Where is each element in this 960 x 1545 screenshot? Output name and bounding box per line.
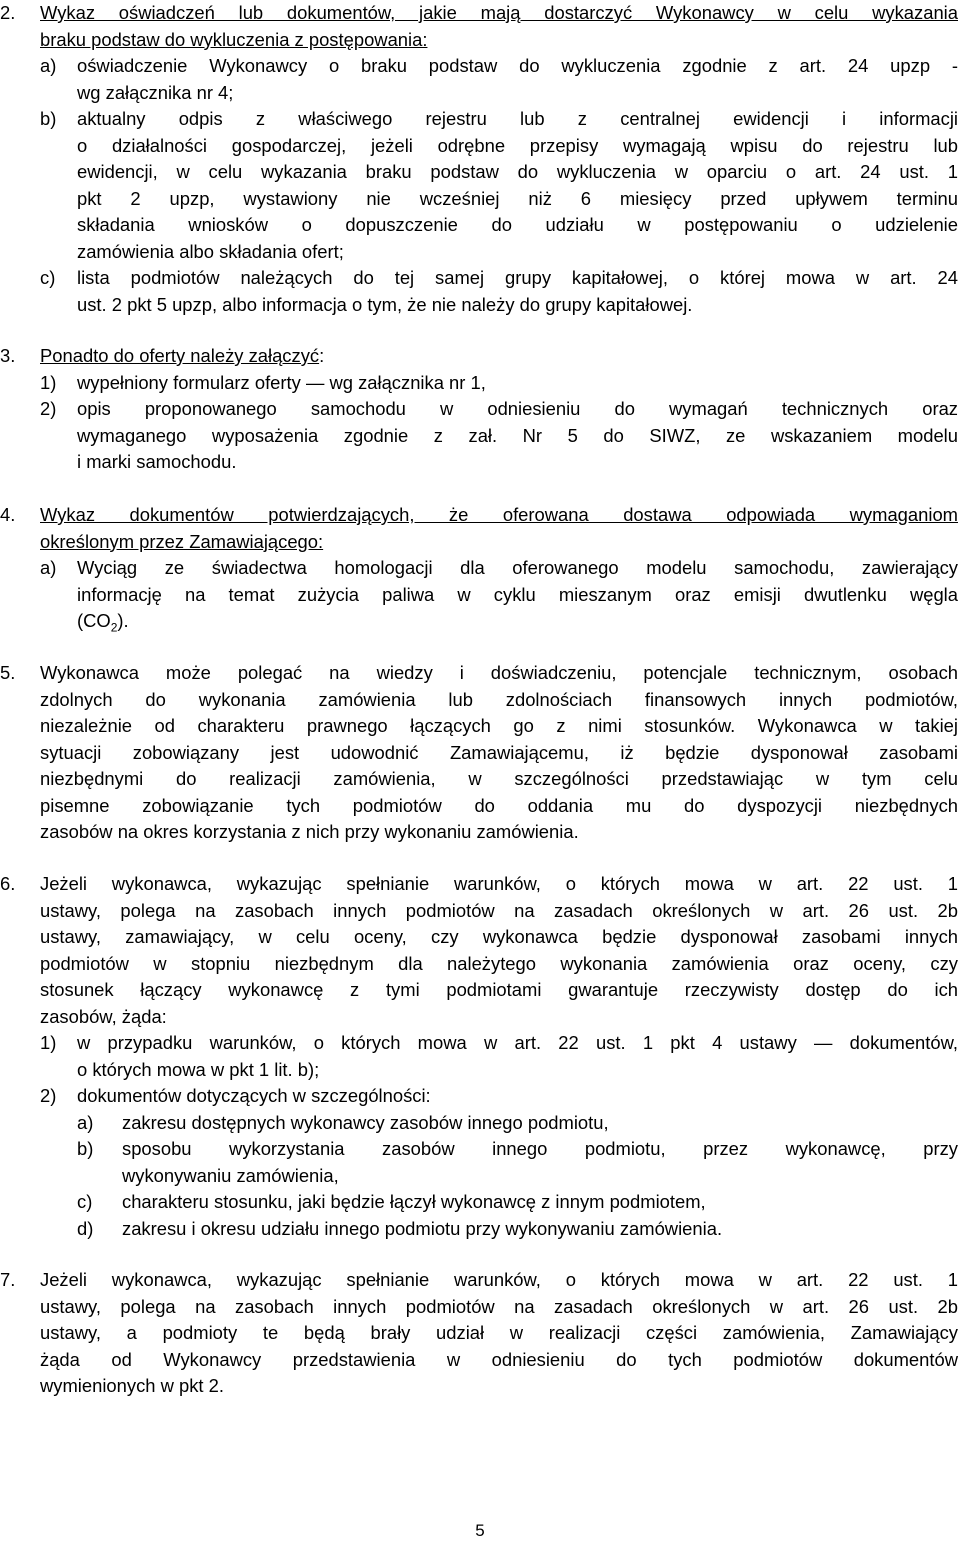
text-line: Jeżeli wykonawca, wykazując spełnianie warunków, o których mowa w art. 22 ust. 1 xyxy=(40,873,958,894)
text-line: żąda od Wykonawcy przedstawienia w odniesieniu do tych podmiotów dokumentów xyxy=(40,1348,958,1370)
list-marker: c) xyxy=(40,267,56,288)
list-item xyxy=(40,1083,958,1110)
section-number: 3. xyxy=(0,345,16,366)
list-marker: a) xyxy=(40,557,57,578)
text-line: zasobów na okres korzystania z nich przy wykonaniu zamówienia. xyxy=(40,821,579,842)
text-line: charakteru stosunku, jaki będzie łączył wykonawcę z innym podmiotem, xyxy=(122,1191,706,1212)
text-line: ustawy, polega na zasobach innych podmiotów na zasadach określonych w art. 26 ust. 2b xyxy=(40,1295,958,1317)
text-line: stosunek łączący wykonawcę z tymi podmiotami gwarantuje rzeczywisty dostęp do ich xyxy=(40,979,958,1000)
list-item xyxy=(40,53,958,106)
section-number: 4. xyxy=(0,504,16,525)
text-line: informację na temat zużycia paliwa w cyklu mieszanym oraz emisji dwutlenku węgla xyxy=(77,583,958,605)
text-line: aktualny odpis z właściwego rejestru lub z centralnej ewidencji i informacji xyxy=(77,108,958,129)
text-line: Wykonawca może polegać na wiedzy i doświadczeniu, potencjale technicznym, osobach xyxy=(40,662,958,683)
formula-text: (CO xyxy=(77,610,111,631)
list-marker: b) xyxy=(77,1138,94,1159)
text-line: składania wniosków o dopuszczenie do udziału w postępowaniu o udzielenie xyxy=(77,214,958,235)
list-marker: a) xyxy=(77,1111,94,1133)
text-line: opis proponowanego samochodu w odniesieniu do wymagań technicznych oraz xyxy=(77,398,958,419)
text-line: oświadczenie Wykonawcy o braku podstaw do wykluczenia zgodnie z art. 24 upzp - xyxy=(77,55,958,76)
section-number: 6. xyxy=(0,873,16,894)
text-line: wykonywaniu zamówienia, xyxy=(122,1164,339,1186)
section-heading-line: określonym przez Zamawiającego: xyxy=(40,530,324,552)
section-number: 7. xyxy=(0,1269,16,1290)
text-line: zamówienia albo składania ofert; xyxy=(77,240,344,262)
text-line: dokumentów dotyczących w szczególności: xyxy=(77,1085,431,1106)
list-marker: b) xyxy=(40,108,57,129)
list-item xyxy=(40,396,958,476)
text-line: pkt 2 upzp, wystawiony nie wcześniej niż 6 miesięcy przed upływem terminu xyxy=(77,187,958,209)
page-number: 5 xyxy=(475,1521,485,1540)
text-line: zakresu i okresu udziału innego podmiotu przy wykonywaniu zamówienia. xyxy=(122,1217,723,1239)
list-item xyxy=(40,265,958,318)
formula-subscript: 2 xyxy=(110,620,118,635)
text-line: zdolnych do wykonania zamówienia lub zdolnościach finansowych innych podmiotów, xyxy=(40,688,958,710)
chemical-formula xyxy=(77,608,958,635)
text-line: wymaganego wyposażenia zgodnie z zał. Nr 5 do SIWZ, ze wskazaniem modelu xyxy=(77,424,958,446)
text-line: i marki samochodu. xyxy=(77,451,237,472)
formula-text: ). xyxy=(117,610,129,631)
text-line: podmiotów w stopniu niezbędnym dla należytego wykonania zamówienia oraz oceny, czy xyxy=(40,952,958,974)
section-heading-line: braku podstaw do wykluczenia z postępowania: xyxy=(40,28,428,50)
section-heading-text: Ponadto do oferty należy załączyć xyxy=(40,345,320,366)
list-marker: 2) xyxy=(40,398,57,419)
list-marker: a) xyxy=(40,55,57,76)
text-line: o działalności gospodarczej, jeżeli odrębne przepisy wymagają wpisu do rejestru lub xyxy=(77,134,958,156)
text-line: sposobu wykorzystania zasobów innego podmiotu, przez wykonawcę, przy xyxy=(122,1138,958,1159)
section-heading-colon: : xyxy=(319,345,325,366)
text-line: wg załącznika nr 4; xyxy=(77,81,234,103)
text-line: ust. 2 pkt 5 upzp, albo informacja o tym, że nie należy do grupy kapitałowej. xyxy=(77,293,693,315)
list-marker: 1) xyxy=(40,1032,57,1053)
text-line: wypełniony formularz oferty — wg załącznika nr 1, xyxy=(77,371,486,393)
text-line: zasobów, żąda: xyxy=(40,1005,167,1027)
sub-list-item xyxy=(77,1216,958,1243)
text-line: Wyciąg ze świadectwa homologacji dla oferowanego modelu samochodu, zawierający xyxy=(77,557,958,578)
text-line: ustawy, polega na zasobach innych podmiotów na zasadach określonych w art. 26 ust. 2b xyxy=(40,899,958,921)
text-line: niezbędnymi do realizacji zamówienia, w szczególności przedstawiając w tym celu xyxy=(40,768,958,789)
section-number: 5. xyxy=(0,662,16,683)
list-item xyxy=(40,370,958,397)
text-line: o których mowa w pkt 1 lit. b); xyxy=(77,1058,320,1080)
text-line: w przypadku warunków, o których mowa w art. 22 ust. 1 pkt 4 ustawy — dokumentów, xyxy=(77,1032,958,1053)
text-line: zakresu dostępnych wykonawcy zasobów innego podmiotu, xyxy=(122,1111,609,1133)
list-item xyxy=(40,106,958,265)
text-line: lista podmiotów należących do tej samej grupy kapitałowej, o której mowa w art. 24 xyxy=(77,267,958,288)
sub-list-item xyxy=(77,1136,958,1189)
section-number: 2. xyxy=(0,2,16,23)
section-heading-line: Wykaz oświadczeń lub dokumentów, jakie mają dostarczyć Wykonawcy w celu wykazania xyxy=(40,2,958,23)
list-marker: c) xyxy=(77,1191,93,1212)
text-line: ustawy, a podmioty te będą brały udział w realizacji części zamówienia, Zamawiający xyxy=(40,1322,958,1343)
text-line: pisemne zobowiązanie tych podmiotów do oddania mu do dyspozycji niezbędnych xyxy=(40,794,958,816)
sub-list-item xyxy=(77,1110,958,1137)
list-marker: 1) xyxy=(40,371,57,393)
text-line: ewidencji, w celu wykazania braku podstaw do wykluczenia w oparciu o art. 24 ust. 1 xyxy=(77,161,958,182)
list-marker: d) xyxy=(77,1217,94,1239)
section-heading-line: Wykaz dokumentów potwierdzających, że oferowana dostawa odpowiada wymaganiom xyxy=(40,504,958,525)
section-heading xyxy=(40,343,958,370)
list-marker: 2) xyxy=(40,1085,57,1106)
text-line: niezależnie od charakteru prawnego łączących go z nimi stosunków. Wykonawca w takiej xyxy=(40,715,958,736)
text-line: Jeżeli wykonawca, wykazując spełnianie warunków, o których mowa w art. 22 ust. 1 xyxy=(40,1269,958,1290)
text-line: wymienionych w pkt 2. xyxy=(40,1375,224,1396)
list-item xyxy=(40,1030,958,1083)
sub-list-item xyxy=(77,1189,958,1216)
text-line: ustawy, zamawiający, w celu oceny, czy wykonawca będzie dysponował zasobami innych xyxy=(40,926,958,947)
list-item xyxy=(40,555,958,635)
text-line: sytuacji zobowiązany jest udowodnić Zamawiającemu, iż będzie dysponował zasobami xyxy=(40,741,958,763)
